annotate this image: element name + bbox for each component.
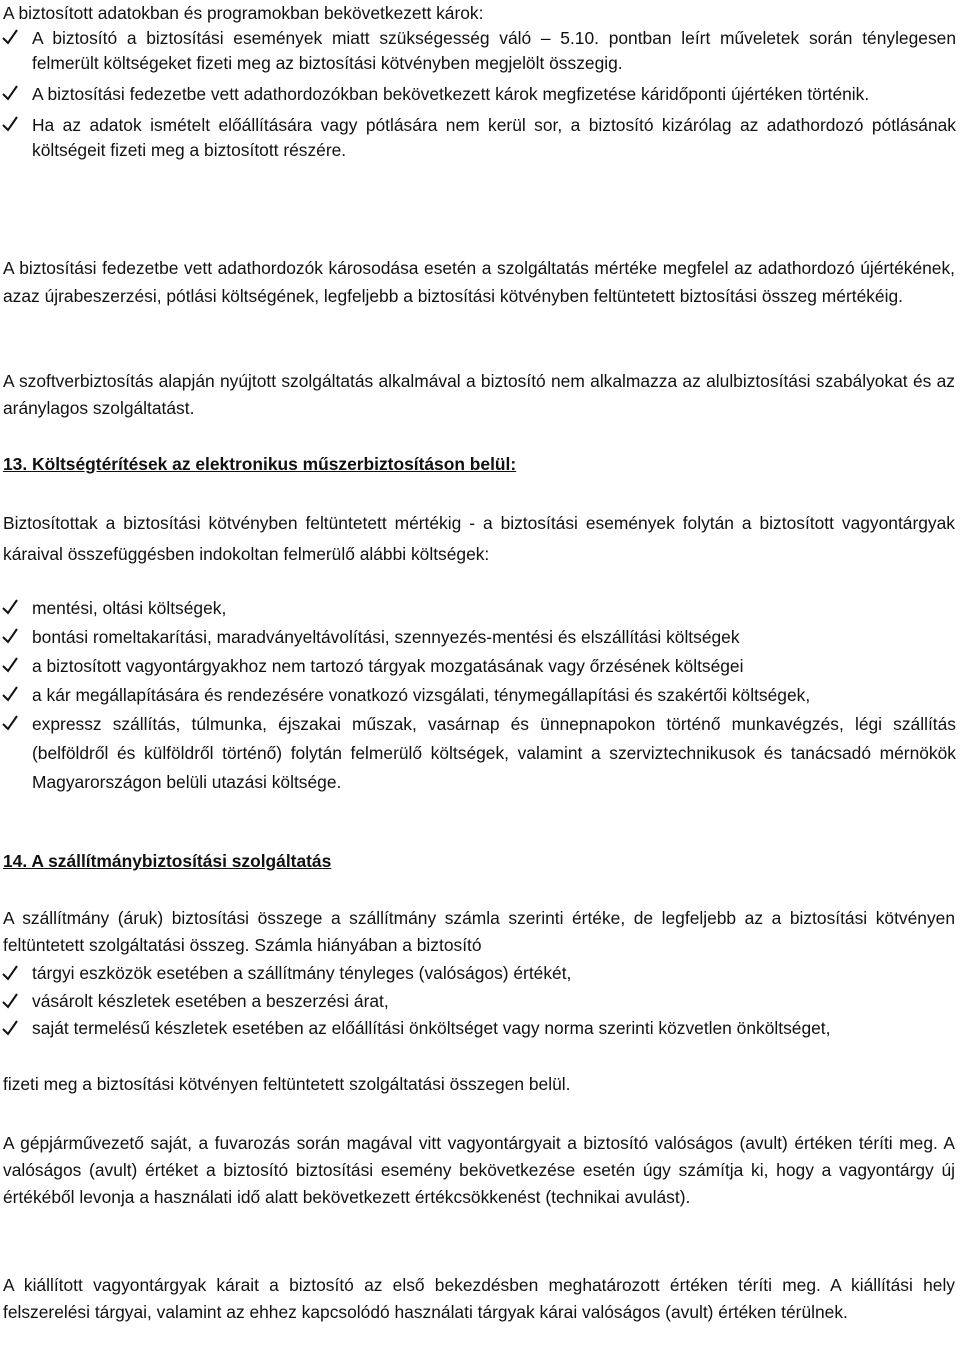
checkmark-icon (1, 683, 25, 708)
software-paragraph: A szoftverbiztosítás alapján nyújtott szolgáltatás alkalmával a biztosító nem alkalmazza az alulbiztosítási szabályokat és az aránylagos szolgáltatást. (3, 371, 955, 418)
exhibition-paragraph: A kiállított vagyontárgyak kárait a biztosító az első bekezdésben meghatározott értéken téríti meg. A kiállítási hely felszerelési tárgyai, valamint az ehhez kapcsolódó használati tárgyak kárai valóságos (avult) értéken térülnek. (3, 1275, 955, 1322)
damage-intro: A biztosított adatokban és programokban bekövetkezett károk: (3, 3, 484, 23)
damage-list (0, 26, 956, 163)
list-item-text: mentési, oltási költségek, (32, 598, 227, 618)
checkmark-icon (1, 82, 25, 107)
section-13-intro: Biztosítottak a biztosítási kötvényben feltüntetett mértékig - a biztosítási események folytán a biztosított vagyontárgyak káraival összefüggésben indokoltan felmerülő alábbi költségek: (3, 513, 955, 564)
checkmark-icon (1, 990, 25, 1015)
checkmark-icon (1, 596, 25, 621)
list-item-text: tárgyi eszközök esetében a szállítmány tényleges (valóságos) értékét, (32, 963, 572, 983)
checkmark-icon (1, 113, 25, 138)
section-14-intro: A szállítmány (áruk) biztosítási összege a szállítmány számla szerinti értéke, de legfeljebb az a biztosítási kötvényen feltüntetett szolgáltatási összeg. Számla hiányában a biztosító (3, 908, 955, 955)
list-item (0, 710, 956, 797)
list-item-text: Ha az adatok ismételt előállítására vagy pótlására nem kerül sor, a biztosító kizárólag az adathordozó pótlásának költségeit fizeti meg a biztosított részére. (32, 115, 956, 160)
list-item-text: saját termelésű készletek esetében az előállítási önköltséget vagy norma szerinti közvetlen önköltséget, (32, 1018, 831, 1038)
list-item (0, 652, 956, 681)
driver-paragraph: A gépjárművezető saját, a fuvarozás során magával vitt vagyontárgyait a biztosító valóságos (avult) értéken téríti meg. A valóságos (avult) értéket a biztosító biztosítási esemény bekövetkezése esetén úgy számítja ki, hogy a vagyontárgy új értékéből levonja a használati idő alatt bekövetkezett értékcsökkenést (technikai avulást). (3, 1133, 955, 1207)
section-14-outro: fizeti meg a biztosítási kötvényen feltüntetett szolgáltatási összegen belül. (3, 1074, 571, 1094)
list-item-text: bontási romeltakarítási, maradványeltávolítási, szennyezés-mentési és elszállítási költségek (32, 627, 740, 647)
shipment-value-list (0, 960, 956, 1043)
checkmark-icon (1, 712, 25, 737)
list-item (0, 82, 956, 107)
section-14-heading: 14. A szállítmánybiztosítási szolgáltatás (3, 851, 332, 871)
list-item (0, 681, 956, 710)
list-item-text: expressz szállítás, túlmunka, éjszakai műszak, vasárnap és ünnepnapokon történő munkavégzés, légi szállítás (belföldről és külföldről történő) folytán felmerülő költségek, valamint a szerviztechnikusok és tanácsadó mérnökök Magyarországon belüli utazási költsége. (32, 714, 956, 792)
list-item-text: a kár megállapítására és rendezésére vonatkozó vizsgálati, ténymegállapítási és szakértői költségek, (32, 685, 811, 705)
list-item (0, 113, 956, 163)
checkmark-icon (1, 26, 25, 51)
cost-list (0, 594, 956, 797)
list-item-text: vásárolt készletek esetében a beszerzési árat, (32, 990, 389, 1011)
list-item (0, 1015, 956, 1043)
list-item-text: a biztosított vagyontárgyakhoz nem tartozó tárgyak mozgatásának vagy őrzésének költségei (32, 656, 744, 676)
checkmark-icon (1, 654, 25, 679)
checkmark-icon (1, 625, 25, 650)
section-13-heading: 13. Költségtérítések az elektronikus műszerbiztosításon belül: (3, 454, 517, 474)
list-item (0, 988, 956, 1016)
list-item (0, 623, 956, 652)
checkmark-icon (1, 962, 25, 987)
media-paragraph: A biztosítási fedezetbe vett adathordozók károsodása esetén a szolgáltatás mértéke megfelel az adathordozó újértékének, azaz újrabeszerzési, pótlási költségének, legfeljebb a biztosítási kötvényben feltüntetett biztosítási összeg mértékéig. (3, 258, 955, 306)
checkmark-icon (1, 1017, 25, 1042)
list-item (0, 594, 956, 623)
list-item-text: A biztosító a biztosítási események miatt szükségesség váló – 5.10. pontban leírt műveletek során ténylegesen felmerült költségeket fizeti meg az biztosítási kötvényben megjelölt összegig. (32, 28, 956, 73)
list-item (0, 960, 956, 988)
list-item (0, 26, 956, 76)
list-item-text: A biztosítási fedezetbe vett adathordozókban bekövetkezett károk megfizetése káridőponti újértéken történik. (32, 84, 870, 104)
